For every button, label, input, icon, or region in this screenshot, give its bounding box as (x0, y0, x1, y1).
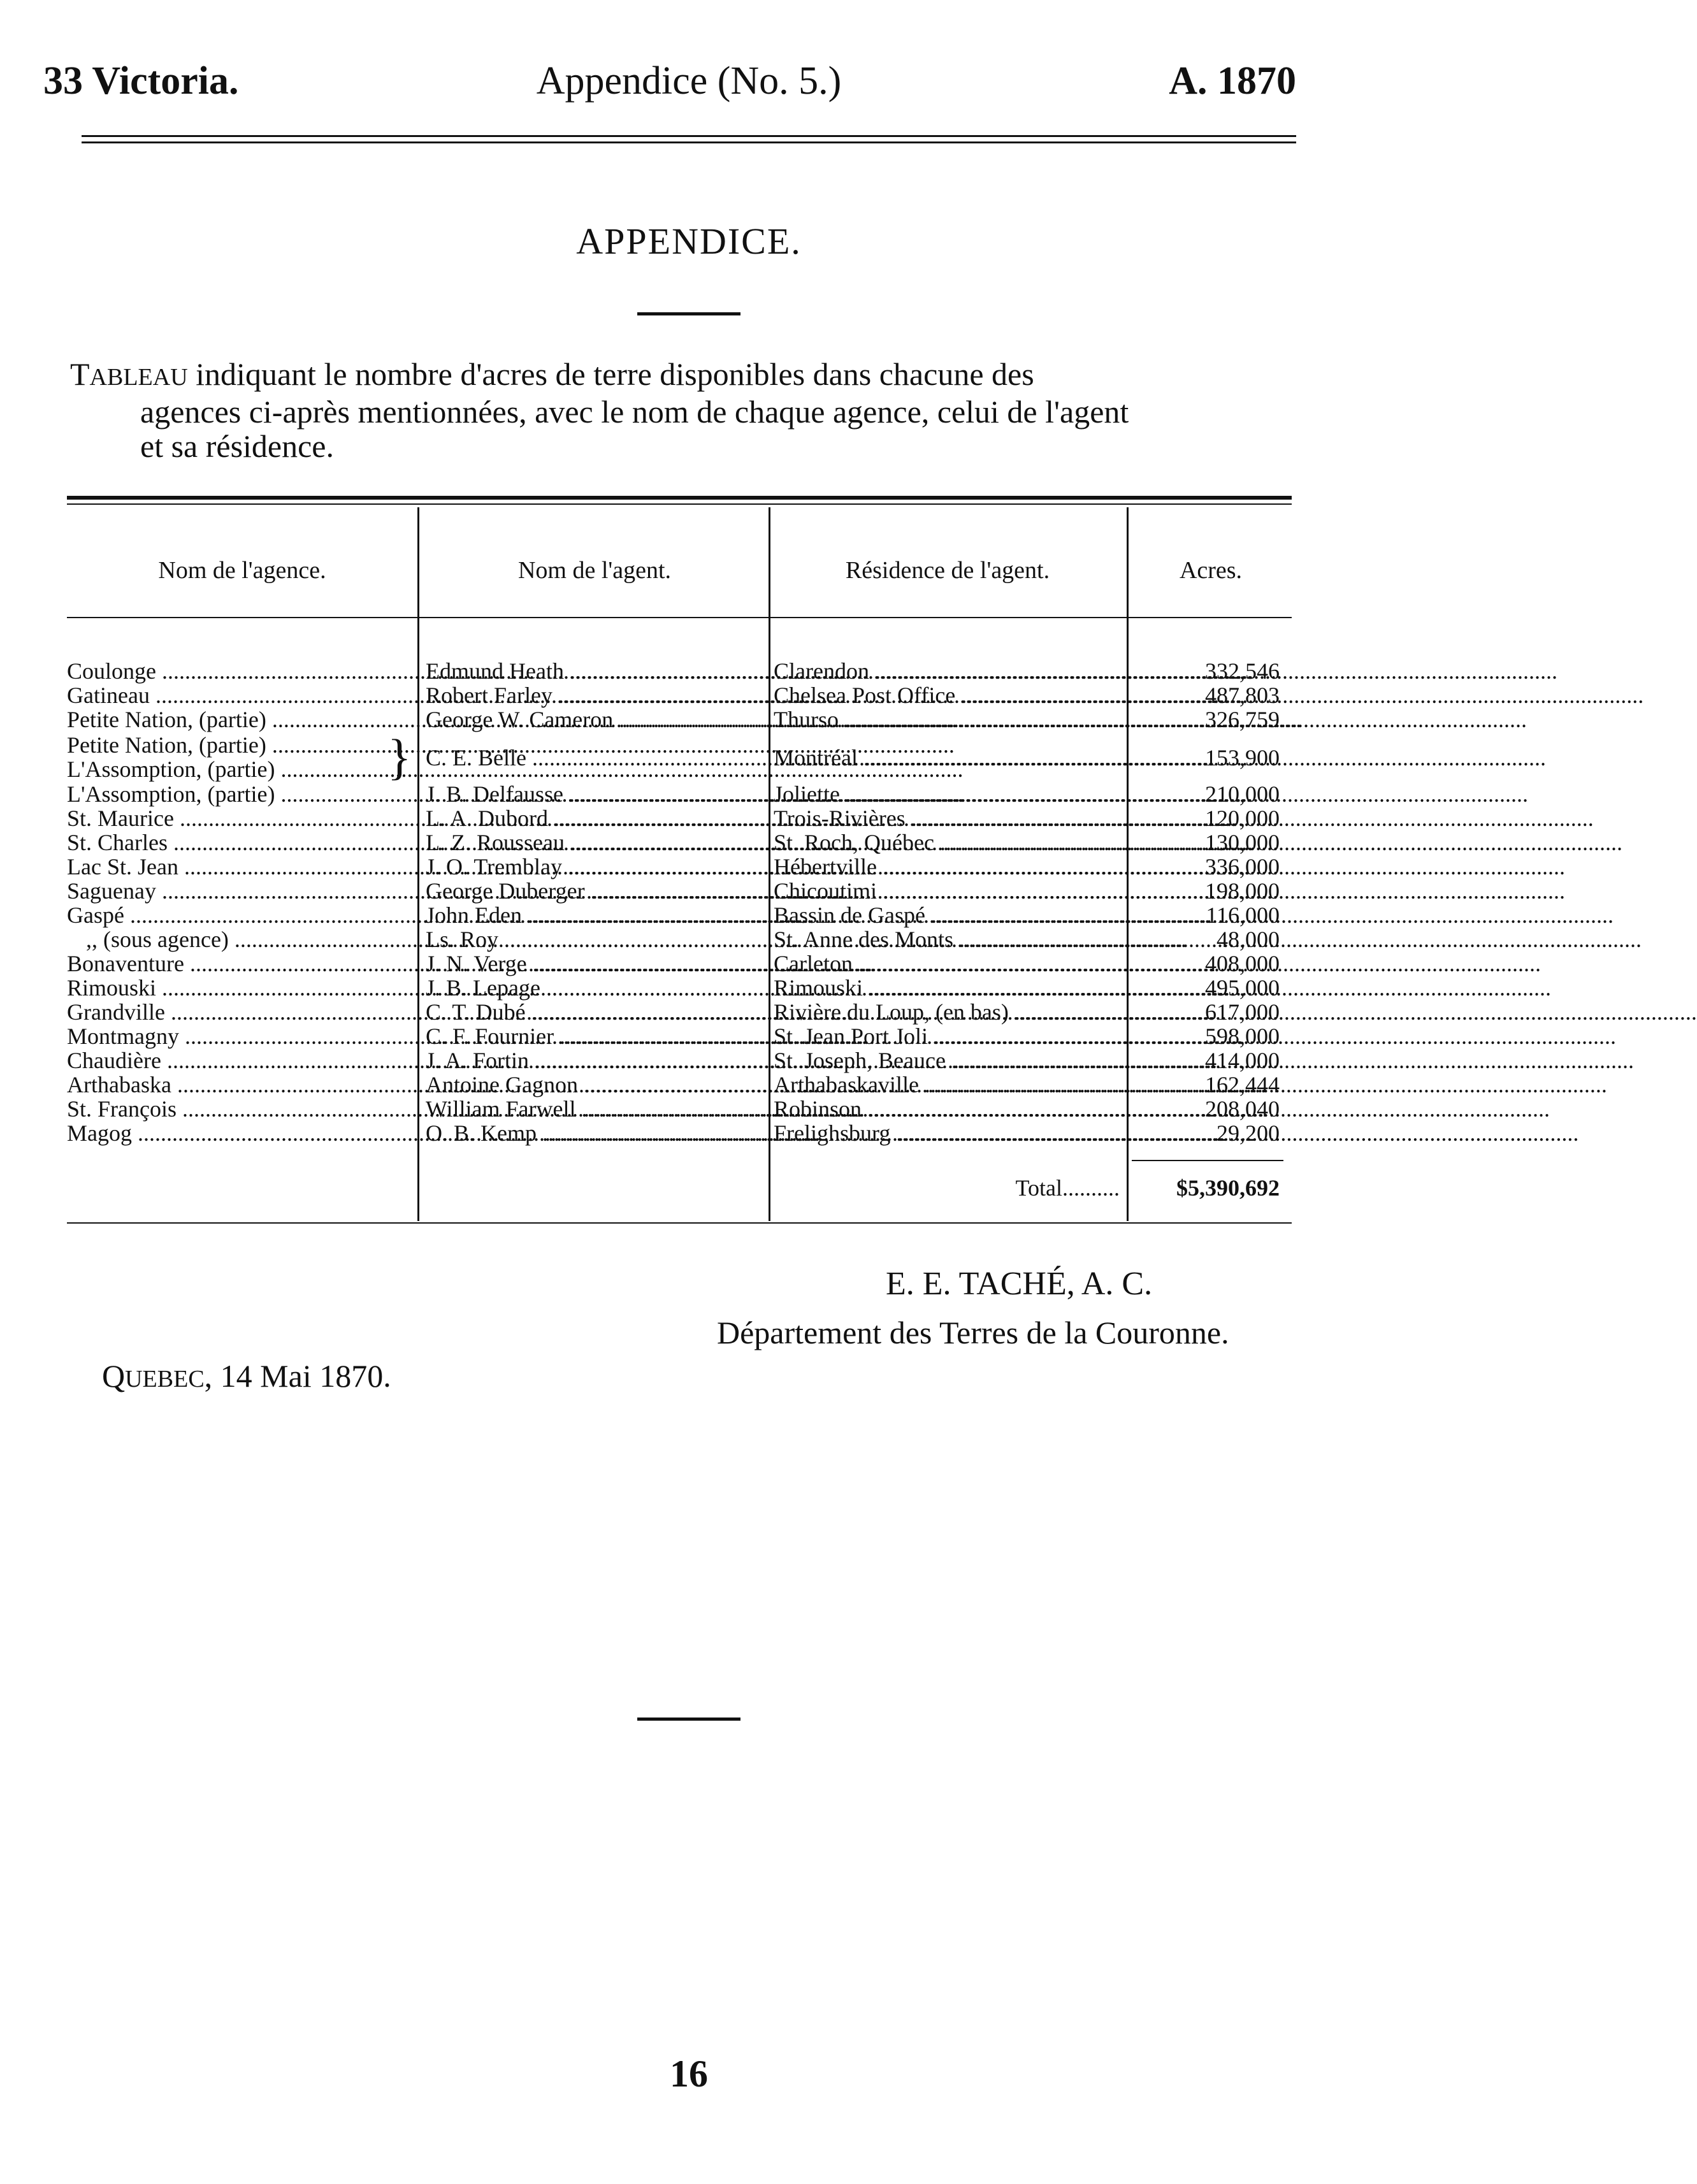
agency-name: Chaudière ..... (67, 1048, 398, 1073)
agency-name: Lac St. Jean ..... (67, 854, 398, 879)
total-label (774, 1175, 1120, 1201)
agent-residence: Rimouski ..... (774, 975, 1120, 1001)
agency-name: Arthabaska ..... (67, 1072, 398, 1097)
column-header-agency: Nom de l'agence. (158, 557, 326, 584)
total-label-text: Total (1015, 1175, 1062, 1201)
agent-residence: Chicoutimi ..... (774, 878, 1120, 904)
table-row (0, 1120, 1378, 1146)
acres-value: 326,759 (1205, 707, 1280, 732)
acres-value: 29,200 (1217, 1120, 1280, 1146)
agent-residence: St. Anne des Monts ..... (774, 927, 1120, 952)
agency-name: ,, (sous agence) ..... (67, 927, 398, 952)
header-rule-top (82, 135, 1296, 137)
acres-value: 153,900 (1205, 745, 1280, 770)
acres-value: 495,000 (1205, 975, 1280, 1001)
agent-name: John Eden ..... (426, 902, 763, 928)
agency-name: Montmagny ..... (67, 1023, 398, 1049)
acres-value: 210,000 (1205, 781, 1280, 807)
table-row (0, 1023, 1378, 1049)
agent-name: C. T. Dubé ..... (426, 999, 763, 1025)
agency-name: St. Charles ..... (67, 830, 398, 855)
agent-name: Ls. Roy ..... (426, 927, 763, 952)
place-capital: Q (102, 1358, 126, 1394)
table-row (0, 999, 1378, 1025)
table-row (0, 1072, 1378, 1097)
acres-value: 208,040 (1205, 1096, 1280, 1122)
agency-name: Petite Nation, (partie) ..... (67, 732, 379, 758)
agent-residence: Trois-Rivières ..... (774, 806, 1120, 831)
agent-residence: Carleton ..... (774, 951, 1120, 976)
agent-name: L. A. Dubord ..... (426, 806, 763, 831)
table-row (0, 683, 1378, 708)
acres-value: 598,000 (1205, 1023, 1280, 1049)
closing-rule (637, 1718, 740, 1721)
page-title: APPENDICE. (576, 221, 802, 262)
table-row (0, 878, 1378, 904)
title-underline (637, 312, 740, 315)
place-date (102, 1357, 391, 1394)
signature-department: Département des Terres de la Couronne. (717, 1315, 1229, 1350)
agent-residence: Hébertville ..... (774, 854, 1120, 879)
agent-residence: St. Joseph, Beauce ..... (774, 1048, 1120, 1073)
table-row (0, 707, 1378, 732)
table-rule-top-thick (67, 496, 1292, 500)
agent-name: J. B. Lepage ..... (426, 975, 763, 1001)
agent-name: J. N. Verge ..... (426, 951, 763, 976)
acres-value: 408,000 (1205, 951, 1280, 976)
table-row (0, 1096, 1378, 1122)
acres-value: 48,000 (1217, 927, 1280, 952)
table-row (0, 975, 1378, 1001)
agent-residence: Joliette ..... (774, 781, 1120, 807)
agent-residence: St. Roch, Québec ..... (774, 830, 1120, 855)
agency-name: St. Maurice ..... (67, 806, 398, 831)
acres-value: 336,000 (1205, 854, 1280, 879)
table-row (0, 830, 1378, 855)
agency-name: Gatineau ..... (67, 683, 398, 708)
agent-residence: Bassin de Gaspé ..... (774, 902, 1120, 928)
table-row (0, 902, 1378, 928)
table-rule-top-thin (67, 503, 1292, 505)
header-center: Appendice (No. 5.) (536, 59, 842, 103)
agent-name: George Duberger ..... (426, 878, 763, 904)
agent-name: Robert Farley ..... (426, 683, 763, 708)
header-left: 33 Victoria. (43, 59, 239, 103)
agent-name: C. F. Fournier ..... (426, 1023, 763, 1049)
agent-name: C. E. Belle ..... (426, 745, 763, 770)
agency-name: Gaspé ..... (67, 902, 398, 928)
table-row (0, 806, 1378, 831)
table-row (0, 1048, 1378, 1073)
total-value: $5,390,692 (1176, 1175, 1280, 1201)
table-row (0, 658, 1378, 684)
agency-name-second: L'Assomption, (partie) ..... (67, 756, 379, 782)
acres-value: 116,000 (1206, 902, 1280, 928)
acres-value: 130,000 (1205, 830, 1280, 855)
column-header-acres: Acres. (1179, 557, 1243, 584)
acres-value: 487,803 (1205, 683, 1280, 708)
acres-value: 617,000 (1205, 999, 1280, 1025)
agency-name: Magog ..... (67, 1120, 398, 1146)
table-row (0, 781, 1378, 807)
column-header-agent: Nom de l'agent. (517, 557, 672, 584)
agent-name: William Farwell ..... (426, 1096, 763, 1122)
agent-residence: Rivière du Loup, (en bas) ..... (774, 999, 1120, 1025)
agency-name: L'Assomption, (partie) ..... (67, 781, 398, 807)
table-rule-bottom (67, 1222, 1292, 1224)
agent-name: Antoine Gagnon ..... (426, 1072, 763, 1097)
intro-line-2: agences ci-après mentionnées, avec le nom de chaque agence, celui de l'agent (140, 394, 1129, 430)
agent-residence: Frelighsburg ..... (774, 1120, 1120, 1146)
agency-name: Coulonge ..... (67, 658, 398, 684)
agency-name: Petite Nation, (partie) ..... (67, 707, 398, 732)
header-rule-bottom (82, 141, 1296, 143)
agent-name: George W. Cameron ..... (426, 707, 763, 732)
date-text: , 14 Mai 1870. (204, 1358, 391, 1394)
table-row (0, 927, 1378, 952)
table-row (0, 729, 1378, 785)
acres-value: 162,444 (1205, 1072, 1280, 1097)
agent-name: Edmund Heath ..... (426, 658, 763, 684)
agency-name: Saguenay ..... (67, 878, 398, 904)
agency-name: Rimouski ..... (67, 975, 398, 1001)
intro-line-1 (70, 357, 1300, 394)
table-row (0, 854, 1378, 879)
acres-value: 332,546 (1205, 658, 1280, 684)
agency-name: Bonaventure ..... (67, 951, 398, 976)
acres-value: 120,000 (1205, 806, 1280, 831)
agent-name: J. O. Tremblay ..... (426, 854, 763, 879)
curly-brace-icon: } (387, 729, 412, 785)
place-small-caps: UEBEC (125, 1366, 205, 1392)
intro-line-1-rest: indiquant le nombre d'acres de terre disponibles dans chacune des (196, 356, 1034, 392)
intro-line-3: et sa résidence. (140, 428, 335, 464)
agent-residence: Thurso ..... (774, 707, 1120, 732)
agent-name: J. A. Fortin ..... (426, 1048, 763, 1073)
signature-name: E. E. TACHÉ, A. C. (886, 1266, 1153, 1302)
acres-value: 198,000 (1205, 878, 1280, 904)
agency-name: St. François ..... (67, 1096, 398, 1122)
intro-paragraph (70, 357, 1300, 463)
agent-name: O. B. Kemp ..... (426, 1120, 763, 1146)
agent-name: J. B. Delfausse ..... (426, 781, 763, 807)
header-right: A. 1870 (1169, 59, 1296, 103)
total-separator (1132, 1160, 1283, 1161)
agent-residence: St. Jean Port Joli ..... (774, 1023, 1120, 1049)
intro-lead-small-caps: ABLEAU (89, 364, 188, 391)
intro-lead-capital: T (70, 356, 90, 392)
table-row (0, 951, 1378, 976)
agency-name: Grandville ..... (67, 999, 398, 1025)
page-number: 16 (670, 2053, 708, 2095)
column-header-residence: Résidence de l'agent. (845, 557, 1050, 584)
total-dots: .......... (1062, 1175, 1120, 1201)
agent-residence: Arthabaskaville ..... (774, 1072, 1120, 1097)
agent-residence: Chelsea Post Office ..... (774, 683, 1120, 708)
agent-residence: Montréal ..... (774, 745, 1120, 770)
header-separator (67, 617, 1292, 618)
agent-name: L. Z. Rousseau ..... (426, 830, 763, 855)
acres-value: 414,000 (1205, 1048, 1280, 1073)
agent-residence: Clarendon ..... (774, 658, 1120, 684)
agent-residence: Robinson ..... (774, 1096, 1120, 1122)
